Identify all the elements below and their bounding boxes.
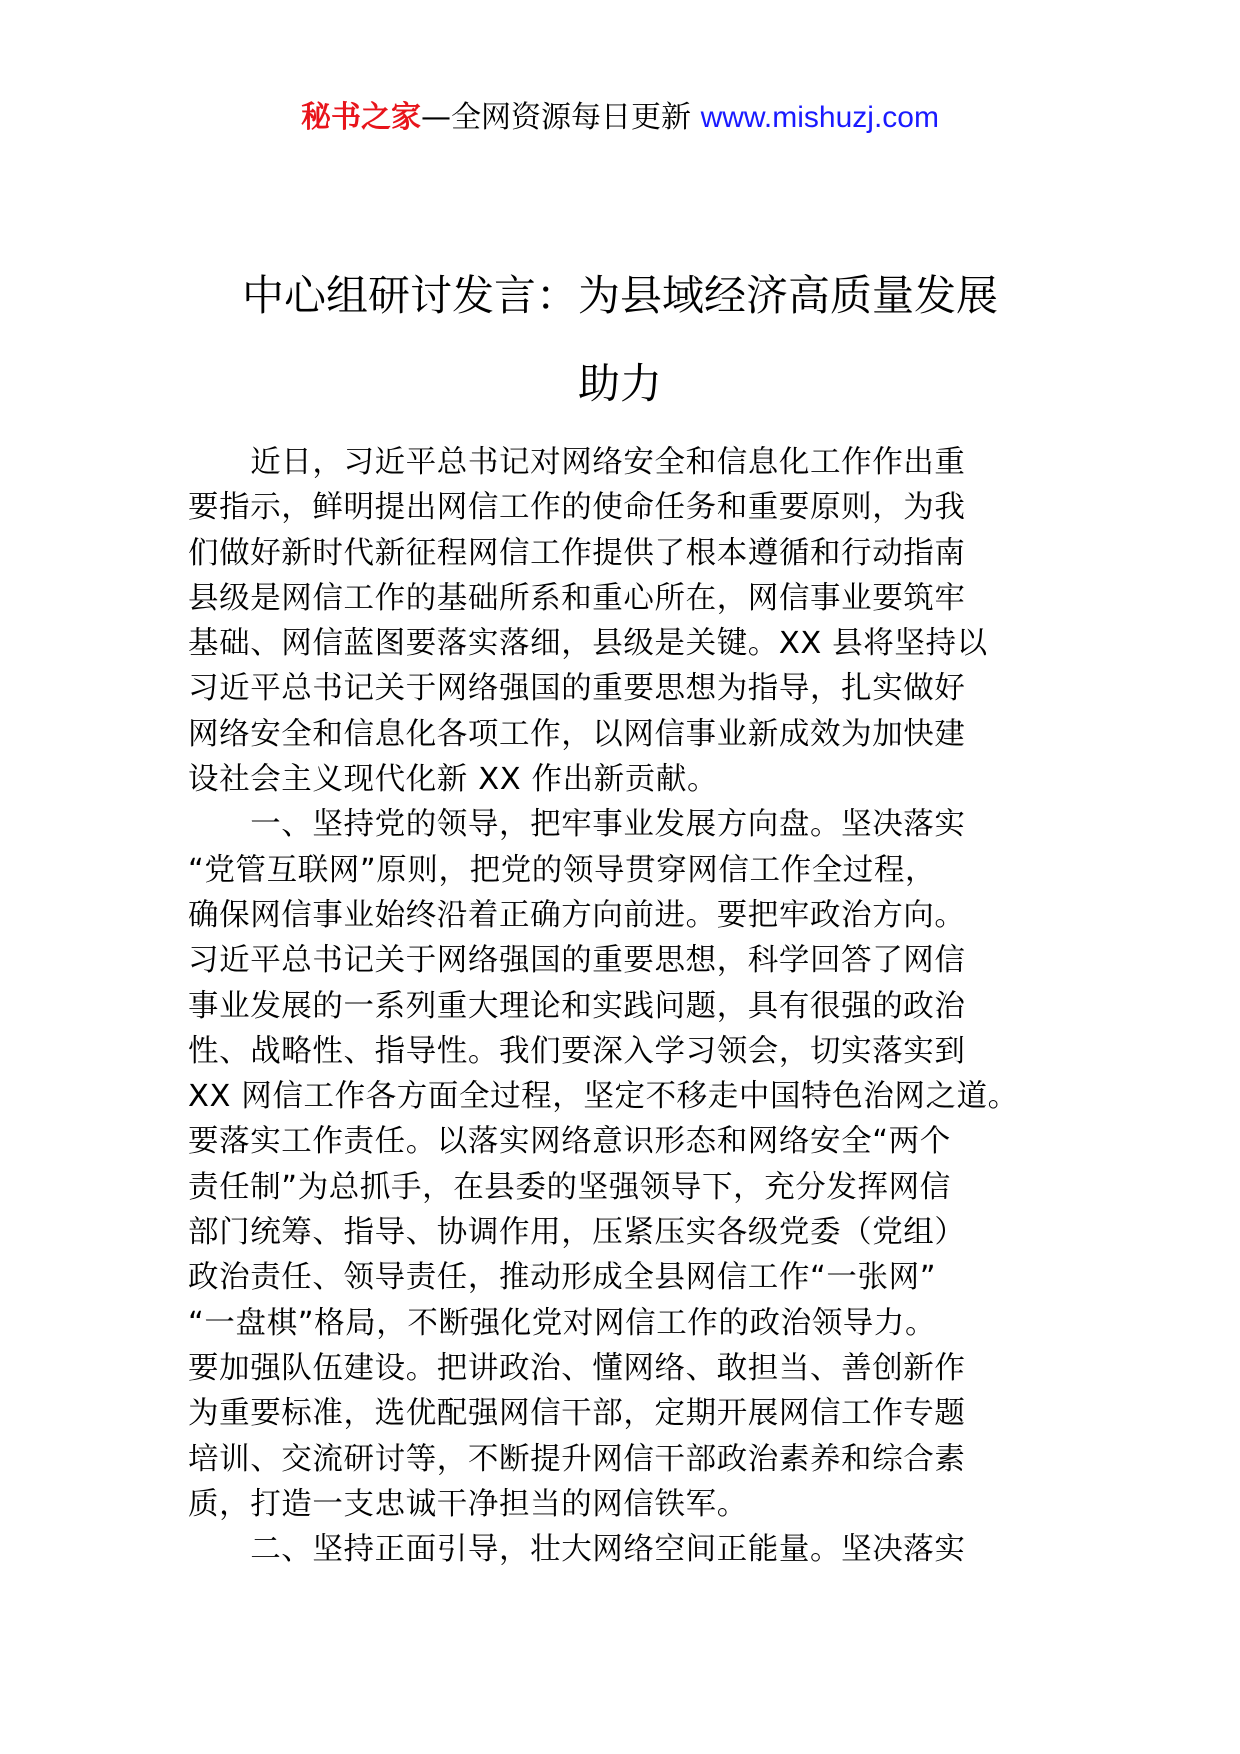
body-line: 习近平总书记关于网络强国的重要思想，科学回答了网信 (188, 943, 966, 979)
body-line: 县级是网信工作的基础所系和重心所在，网信事业要筑牢 (188, 580, 966, 616)
body-line: 确保网信事业始终沿着正确方向前进。要把牢政治方向。 (188, 897, 966, 933)
site-banner (0, 96, 1240, 140)
body-line: 二、坚持正面引导，壮大网络空间正能量。坚决落实 (188, 1532, 966, 1568)
title-line-1: 中心组研讨发言：为县域经济高质量发展 (241, 271, 998, 321)
body-line: “一盘棋”格局，不断强化党对网信工作的政治领导力。 (188, 1305, 937, 1341)
brand-name: 秘书之家 (301, 100, 422, 135)
body-line: 为重要标准，选优配强网信干部，定期开展网信工作专题 (188, 1396, 966, 1432)
document-body (188, 440, 1068, 1572)
body-line: 一、坚持党的领导，把牢事业发展方向盘。坚决落实 (188, 807, 966, 843)
body-line: 要指示，鲜明提出网信工作的使命任务和重要原则，为我 (188, 490, 966, 526)
body-line: 质，打造一支忠诚干净担当的网信铁军。 (188, 1486, 748, 1522)
body-line: 性、战略性、指导性。我们要深入学习领会，切实落实到 (188, 1033, 966, 1069)
title-line-2: 助力 (577, 359, 662, 409)
body-line: 责任制”为总抓手，在县委的坚强领导下，充分发挥网信 (188, 1169, 951, 1205)
body-line: 习近平总书记关于网络强国的重要思想为指导，扎实做好 (188, 671, 966, 707)
site-url-link[interactable]: www.mishuzj.com (700, 101, 939, 134)
body-line: 近日，习近平总书记对网络安全和信息化工作作出重 (188, 445, 966, 480)
body-line: “党管互联网”原则，把党的领导贯穿网信工作全过程， (188, 852, 937, 888)
body-line: 要加强队伍建设。把讲政治、懂网络、敢担当、善创新作 (188, 1350, 966, 1386)
body-line: 们做好新时代新征程网信工作提供了根本遵循和行动指南 (188, 535, 966, 571)
document-title (150, 252, 1090, 428)
body-line: 要落实工作责任。以落实网络意识形态和网络安全“两个 (188, 1124, 951, 1160)
banner-tagline: —全网资源每日更新 (421, 100, 701, 135)
body-line: 网络安全和信息化各项工作，以网信事业新成效为加快建 (188, 716, 966, 752)
body-line: 政治责任、领导责任，推动形成全县网信工作“一张网” (188, 1260, 937, 1296)
body-line: 部门统筹、指导、协调作用，压紧压实各级党委（党组） (188, 1215, 966, 1251)
body-line: 基础、网信蓝图要落实落细，县级是关键。XX 县将坚持以 (188, 626, 988, 662)
body-line: 设社会主义现代化新 XX 作出新贡献。 (188, 762, 719, 798)
body-line: 培训、交流研讨等，不断提升网信干部政治素养和综合素 (188, 1441, 966, 1477)
body-line: XX 网信工作各方面全过程，坚定不移走中国特色治网之道。 (188, 1079, 1019, 1115)
body-line: 事业发展的一系列重大理论和实践问题，具有很强的政治 (188, 988, 966, 1024)
